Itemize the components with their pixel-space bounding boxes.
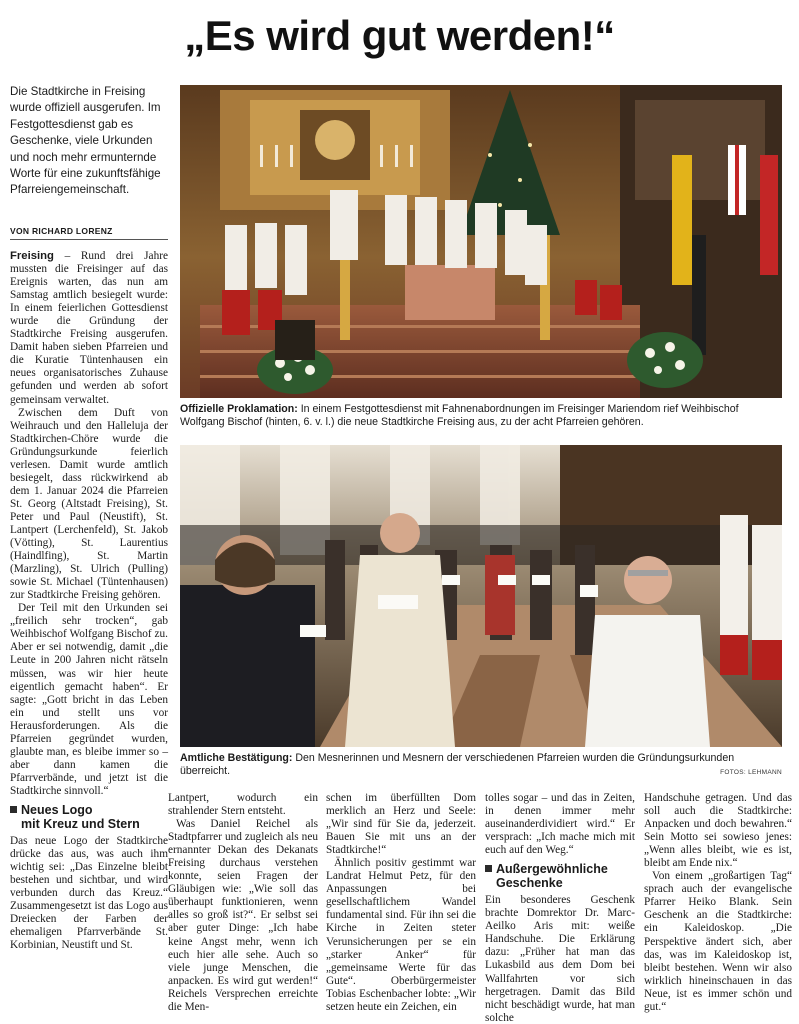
- body-paragraph: Zwischen dem Duft von Weihrauch und den Halleluja der Stadtkirchen-Chöre wurde die Gründungsurkunde feierlich verlesen. Damit wurde amtlich besiegelt, dass rückwirkend ab dem 1. Januar 2024 die Pfarreien St. Georg (Altstadt Freising), St. Peter und Paul (Neustift), St. Lantpert (Lerchenfeld), St. Jakob (Vötting), St. Laurentius (Haindlfing), St. Martin (Marzling), St. Ulrich (Pulling) sowie St. Michael (Tüntenhausen) zur Stadtkirche Freising gehören.: [10, 406, 168, 602]
- byline: VON RICHARD LORENZ: [10, 226, 113, 236]
- body-paragraph: Von einem „großartigen Tag“ sprach auch der evangelische Pfarrer Heiko Blank. Sein Geschenk an die Stadtkirche: ein Kaleidoskop. „Die Perspektive ändert sich, aber das, was im Kaleidoskop ist, bleibt bestehen. Wenn wir also wirklich hineinschauen in das Neue, ist es immer schön und gut.“: [644, 870, 792, 1013]
- body-paragraph: Ähnlich positiv gestimmt war Landrat Helmut Petz, für den Anpassungen bei gesellschaftlichem Wandel fundamental sind. Für ihn sei die Kirche in Zeiten steter Verunsicherungen per se ein „starker Anker“ für „gemeinsame Werte für das Gute“. Oberbürgermeister Tobias Eschenbacher lobte: „Wir setzen heute ein Zeichen, ein: [326, 857, 476, 1013]
- altar-proclamation-photo: [180, 85, 782, 398]
- article-column-4: [485, 792, 635, 1024]
- headline: „Es wird gut werden!“: [184, 12, 615, 59]
- body-paragraph: schen im überfüllten Dom merklich an Herz und Seele: „Wir sind für Sie da, jederzeit. Bauen Sie mit uns an der Stadtkirche!“: [326, 792, 476, 857]
- square-bullet-icon: [10, 806, 17, 813]
- cathedral-altar-illustration: [180, 85, 782, 398]
- dateline: Freising: [10, 250, 54, 262]
- article-column-2: [168, 792, 318, 1014]
- body-paragraph: Freising – Rund drei Jahre mussten die Freisinger auf das Ereignis warten, das nun am Samstag amtlich besiegelt wurde: In einem feierlichen Gottesdienst wurde die Gründung der Stadtkirche Freising ausgerufen. Damit haben sieben Pfarreien und die Kuratie Tüntenhausen ein neues organisatorisches Zuhause gefunden und werden ab sofort gemeinsam verwaltet.: [10, 250, 168, 406]
- article-column-3: [326, 792, 476, 1014]
- nave-crowd-illustration: [180, 445, 782, 747]
- body-paragraph: Das neue Logo der Stadtkirche drücke das aus, was auch ihm wichtig sei: „Das Einzelne bleibt bestehen und sichtbar, und wird verbunden durch das Kreuz.“ Zusammengesetzt ist das Logo aus Dreiecken der Farben der ehemaligen Pfarrverbände St. Korbinian, Neustift und St.: [10, 834, 168, 952]
- photo-credit: FOTOS: LEHMANN: [720, 769, 782, 776]
- body-paragraph: Was Daniel Reichel als Stadtpfarrer und zugleich als neu ernannter Dekan des Dekanats Freising durchaus verstehen konnte, seien Fragen der Gläubigen wie: „Wie soll das überhaupt funktionieren, wenn alles so groß ist?“. Er selbst sei aber guter Dinge: „Ich habe keine Angst mehr, wenn ich euch hier alle sehe. Auch so viele junge Menschen, die anpacken. Es wird gut werden!“ Reichels Versprechen erreichte die Men-: [168, 818, 318, 1013]
- body-paragraph: Lantpert, wodurch ein strahlender Stern entsteht.: [168, 792, 318, 818]
- square-bullet-icon: [485, 865, 492, 872]
- subheading-logo: Neues Logo mit Kreuz und Stern: [10, 803, 168, 831]
- article-column-5: [644, 792, 792, 1014]
- lead-paragraph: Die Stadtkirche in Freising wurde offiziell ausgerufen. Im Festgottesdienst gab es Geschenke, viele Urkunden und noch mehr ermunternde Worte für eine zukunftsfähige Pfarreiengemeinschaft.: [10, 85, 161, 197]
- body-paragraph: Der Teil mit den Urkunden sei „freilich sehr trocken“, gab Weihbischof Wolfgang Bischof zu. Aber er sei notwendig, damit „die Leute in 200 Jahren nicht rätseln müssen, was wir hier heute eigentlich gemacht haben“. Er sagte: „Gott bricht in das Leben ein und stellt uns vor Herausforderungen. Als die Pfarreien gegründet wurden, glaubte man, es bleibe immer so – aber dann kamen die Pfarrverbände, und jetzt ist die Stadtkirche sinnvoll.“: [10, 602, 168, 797]
- body-paragraph: Handschuhe getragen. Und das soll auch die Stadtkirche: Anpacken und doch bewahren.“ Sein Motto sei sowieso jenes: „Wenn alles bleibt, wie es ist, bleibt am Ende nix.“: [644, 792, 792, 870]
- byline-divider: [10, 239, 168, 240]
- body-paragraph: tolles sogar – und das in Zeiten, in denen immer mehr auseinanderdividiert wird.“ Er versprach: „Ich mache mich mit euch auf den Weg.“: [485, 792, 635, 857]
- body-paragraph: Ein besonderes Geschenk brachte Domrektor Dr. Marc-Aeilko Aris mit: weiße Handschuhe. Die Erklärung dazu: „Früher hat man das Lukasbild aus dem Dom bei Wallfahrten vor sich hergetragen. Damit das Bild nicht beschädigt wurde, hat man solche: [485, 894, 635, 1024]
- photo-caption-1: Offizielle Proklamation: In einem Festgottesdienst mit Fahnenabordnungen im Freisinger Mariendom rief Weihbischof Wolfgang Bischof (hinten, 6. v. l.) die neue Stadtkirche Freising aus, zu der acht Pfarreien gehören.: [180, 403, 739, 429]
- sacristans-certificates-photo: [180, 445, 782, 747]
- photo-caption-2: Amtliche Bestätigung: Den Mesnerinnen und Mesnern der verschiedenen Pfarreien wurden die Gründungsurkunden überreicht.: [180, 752, 735, 778]
- subheading-gifts: Außergewöhnliche Geschenke: [485, 862, 635, 890]
- article-column-1: [10, 250, 168, 952]
